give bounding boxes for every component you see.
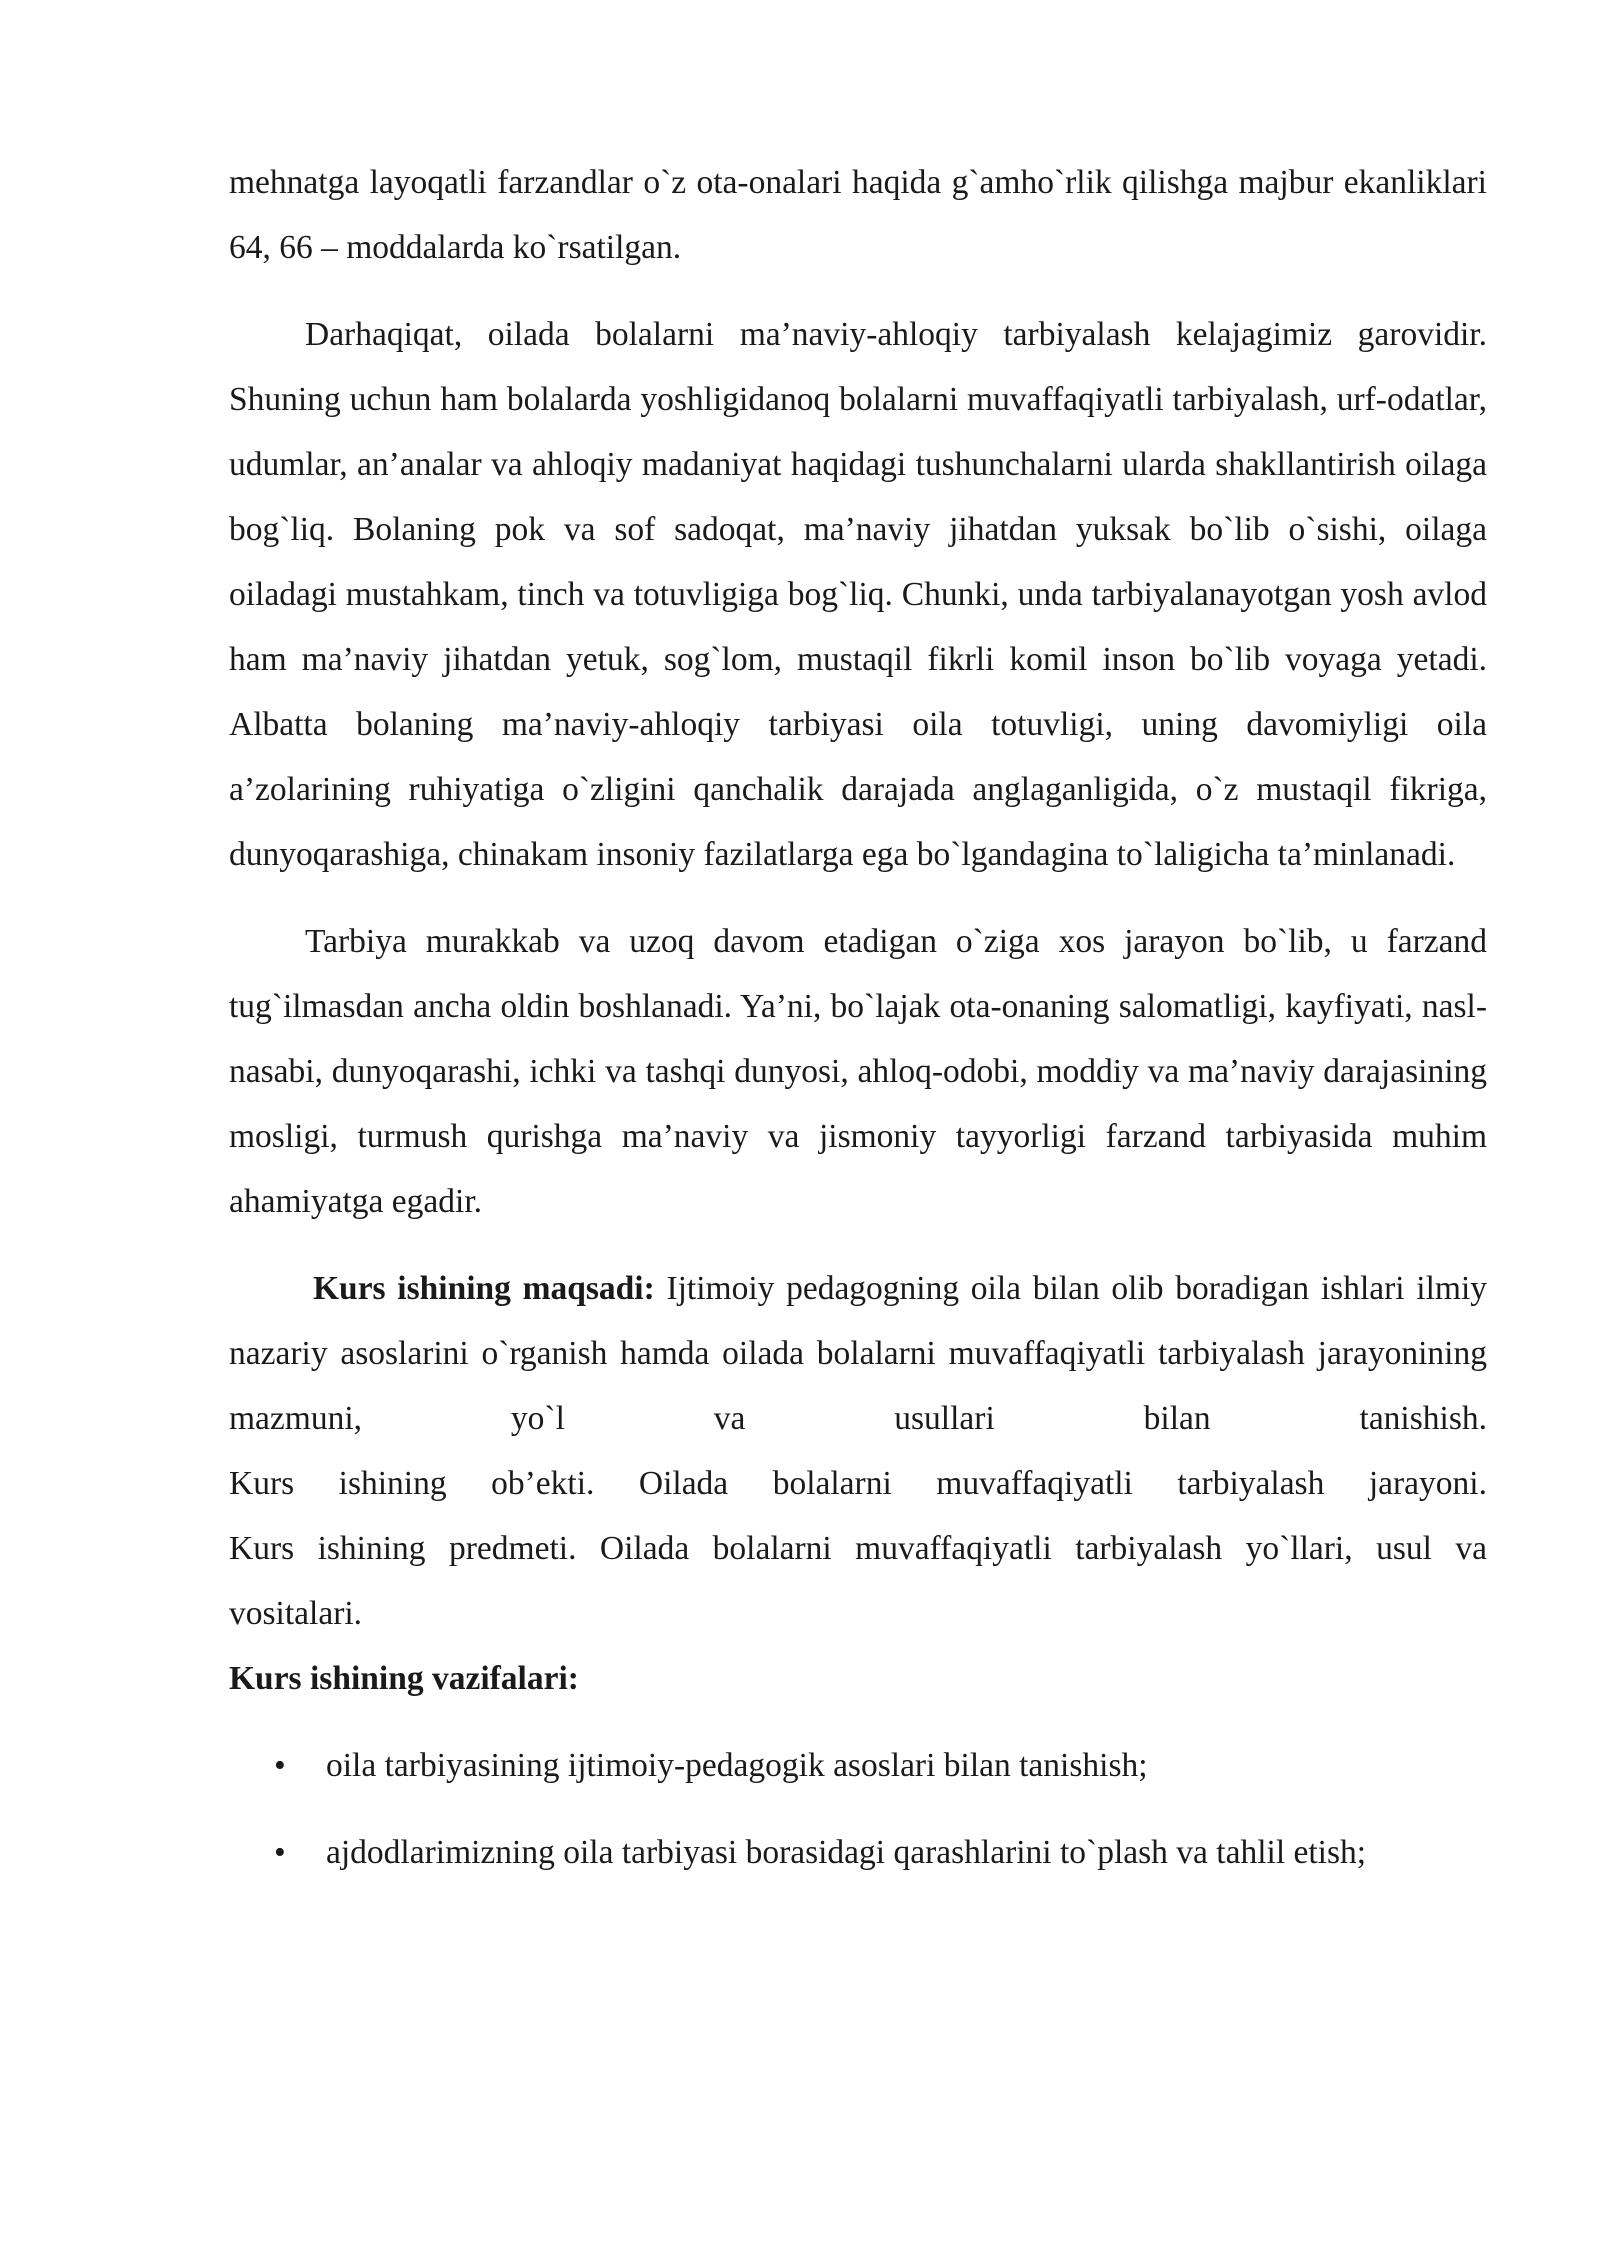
document-page (229, 150, 1487, 1907)
paragraph-course-goal (229, 1256, 1487, 1451)
list-item (229, 1733, 1487, 1798)
paragraph-course-object: Kurs ishining ob’ekti. Oilada bolalarni muvaffaqiyatli tarbiyalash jarayoni. (229, 1465, 1487, 1502)
paragraph-intro-continuation: mehnatga layoqatli farzandlar o`z ota-onalari haqida g`amho`rlik qilishga majbur ekanliklari 64, 66 – moddalarda ko`rsatilgan. (229, 164, 1487, 266)
list-item (229, 1820, 1487, 1885)
tasks-list (229, 1733, 1487, 1885)
bullet-icon: • (274, 1747, 286, 1784)
paragraph-moral-education: Darhaqiqat, oilada bolalarni ma’naviy-ahloqiy tarbiyalash kelajagimiz garovidir. Shuning uchun ham bolalarda yoshligidanoq bolalarni muvaffaqiyatli tarbiyalash, urf-odatlar, udumlar, an’analar va ahloqiy madaniyat haqidagi tushunchalarni ularda shakllantirish oilaga bog`liq. Bolaning pok va sof sadoqat, ma’naviy jihatdan yuksak bo`lib o`sishi, oilaga oiladagi mustahkam, tinch va totuvligiga bog`liq. Chunki, unda tarbiyalanayotgan yosh avlod ham ma’naviy jihatdan yetuk, sog`lom, mustaqil fikrli komil inson bo`lib voyaga yetadi. Albatta bolaning ma’naviy-ahloqiy tarbiyasi oila totuvligi, uning davomiyligi oila a’zolarining ruhiyatiga o`zligini qanchalik darajada anglaganligida, o`z mustaqil fikriga, dunyoqarashiga, chinakam insoniy fazilatlarga ega bo`lgandagina to`laligicha ta’minlanadi. (229, 316, 1487, 873)
paragraph-course-subject: Kurs ishining predmeti. Oilada bolalarni muvaffaqiyatli tarbiyalash yo`llari, usul va vositalari. (229, 1530, 1487, 1632)
course-goal-label: Kurs ishining maqsadi: (313, 1270, 655, 1307)
paragraph-upbringing-process: Tarbiya murakkab va uzoq davom etadigan o`ziga xos jarayon bo`lib, u farzand tug`ilmasdan ancha oldin boshlanadi. Ya’ni, bo`lajak ota-onaning salomatligi, kayfiyati, nasl-nasabi, dunyoqarashi, ichki va tashqi dunyosi, ahloq-odobi, moddiy va ma’naviy darajasining mosligi, turmush qurishga ma’naviy va jismoniy tayyorligi farzand tarbiyasida muhim ahamiyatga egadir. (229, 923, 1487, 1220)
tasks-heading (229, 1646, 1487, 1711)
tasks-heading-text: Kurs ishining vazifalari: (229, 1660, 579, 1697)
list-item-text: ajdodlarimizning oila tarbiyasi borasidagi qarashlarini to`plash va tahlil etish; (326, 1834, 1367, 1871)
bullet-icon: • (274, 1834, 286, 1871)
course-goal-text: Ijtimoiy pedagogning oila bilan olib boradigan ishlari ilmiy nazariy asoslarini o`rganish hamda oilada bolalarni muvaffaqiyatli tarbiyalash jarayonining mazmuni, yo`l va usullari bilan tanishish. (229, 1270, 1487, 1437)
list-item-text: oila tarbiyasining ijtimoiy-pedagogik asoslari bilan tanishish; (326, 1747, 1148, 1784)
